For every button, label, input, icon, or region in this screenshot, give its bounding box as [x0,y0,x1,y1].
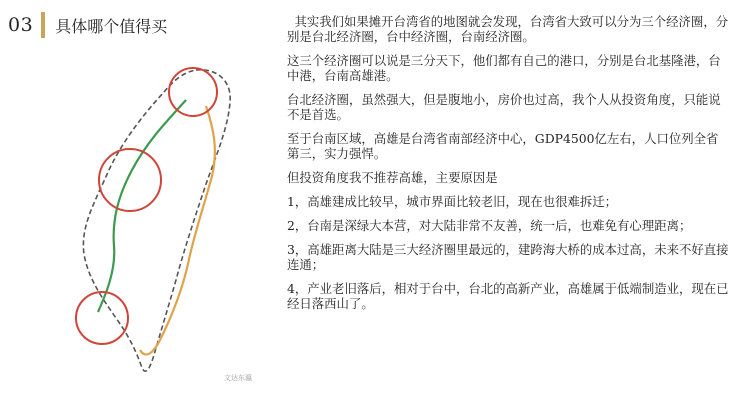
paragraph-three-regions: 这三个经济圈可以说是三分天下，他们都有自己的港口，分别是台北基隆港，台中港，台南高雄港。 [287,53,721,83]
article-body [287,14,730,320]
taichung-economic-circle [99,149,161,211]
section-number: 03 [8,14,34,36]
route-green [98,100,186,312]
list-item-reason-2: 2，台南是深绿大本营，对大陆非常不友善，统一后，也难免有心理距离； [287,218,692,233]
taipei-economic-circle [169,68,217,116]
section-title: 具体哪个值得买 [55,16,168,36]
list-item-reason-4: 4，产业老旧落后，相对于台中，台北的高新产业，高雄属于低端制造业，现在已经日落西山了。 [287,281,729,311]
paragraph-reasons-intro: 但投资角度我不推荐高雄，主要原因是 [287,170,498,185]
paragraph-intro: 其实我们如果摊开台湾省的地图就会发现，台湾省大致可以分为三个经济圈，分别是台北经济圈，台中经济圈，台南经济圈。 [287,14,729,44]
section-divider-bar [41,12,45,38]
taiwan-map [18,50,263,400]
list-item-reason-1: 1，高雄建成比较早，城市界面比较老旧，现在也很难拆迁； [287,194,618,209]
paragraph-tainan: 至于台南区域，高雄是台湾省南部经济中心，GDP4500亿左右，人口位列全省第三，实力强悍。 [287,131,719,161]
section-header [8,12,167,38]
map-credit-text: 文达东瀛 [224,374,252,382]
list-item-reason-3: 3，高雄距离大陆是三大经济圈里最远的，建跨海大桥的成本过高，未来不好直接连通； [287,242,729,272]
route-orange [140,106,215,355]
paragraph-taipei: 台北经济圈，虽然强大，但是腹地小，房价也过高，我个人从投资角度，只能说不是首选。 [287,92,721,122]
taiwan-map-illustration [18,50,263,400]
